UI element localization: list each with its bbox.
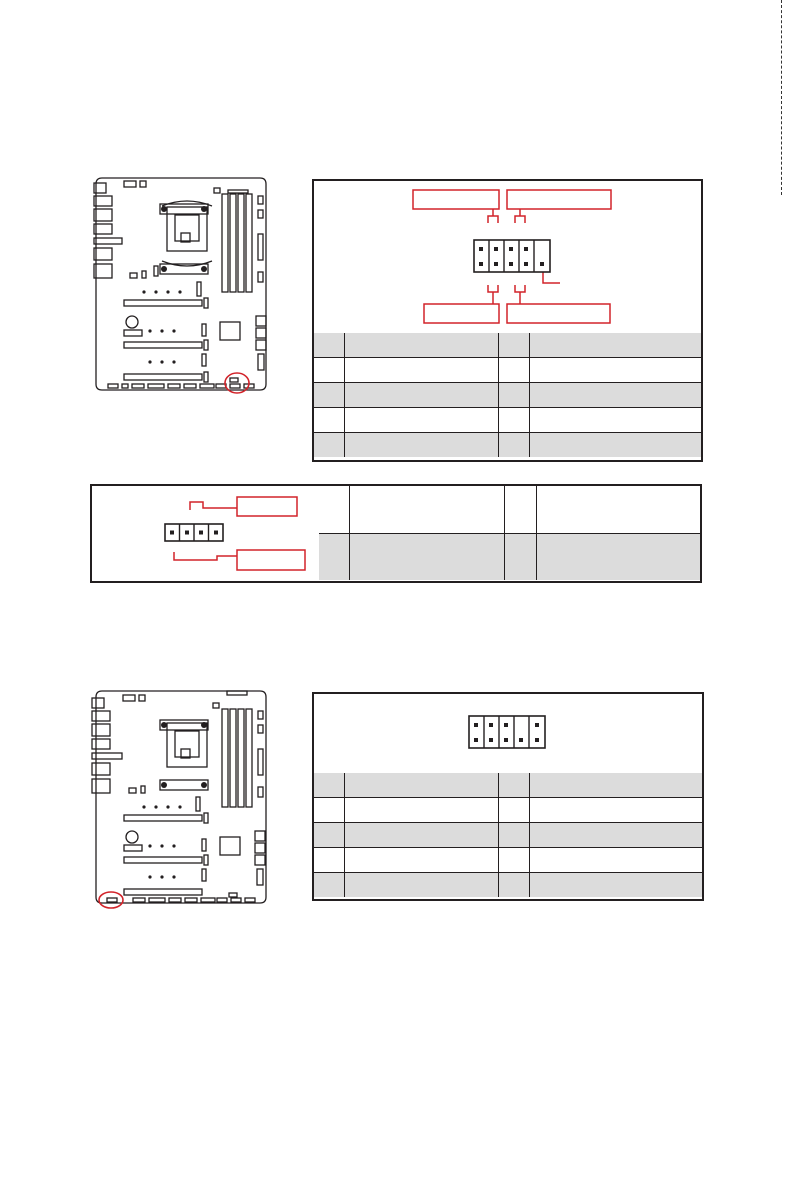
- signal-name: [344, 408, 498, 433]
- table-row: [314, 773, 702, 798]
- signal-name: [529, 848, 702, 873]
- pin-number: [498, 773, 529, 798]
- signal-name: [536, 486, 700, 534]
- table-row: [314, 333, 701, 358]
- table-row: [319, 486, 700, 534]
- signal-name: [529, 358, 701, 383]
- pin-number: [314, 848, 344, 873]
- table-row: [314, 798, 702, 823]
- signal-name: [344, 873, 498, 898]
- pin-number: [504, 486, 536, 534]
- pin-number: [319, 534, 349, 581]
- signal-name: [529, 798, 702, 823]
- signal-name: [344, 773, 498, 798]
- table-row: [314, 383, 701, 408]
- signal-name: [349, 486, 504, 534]
- pin-definition-table-2: [314, 773, 702, 897]
- fold-line: [781, 0, 782, 195]
- callout-box-lower: [237, 550, 305, 570]
- pin-number: [498, 798, 529, 823]
- signal-name: [344, 848, 498, 873]
- table-row: [314, 848, 702, 873]
- pin-number: [314, 798, 344, 823]
- signal-name: [344, 383, 498, 408]
- sub-pin-definition-table: [319, 486, 700, 580]
- pin-header-diagram-2: [314, 694, 702, 770]
- pin-definition-table: [314, 333, 701, 457]
- pin-number: [498, 358, 529, 383]
- pin-header-diagram: [314, 181, 701, 331]
- signal-name: [529, 408, 701, 433]
- pin-number: [314, 823, 344, 848]
- callout-box-upper: [237, 497, 297, 516]
- signal-name: [349, 534, 504, 581]
- header-panel-2: [312, 692, 704, 901]
- table-row: [314, 873, 702, 898]
- signal-name: [344, 823, 498, 848]
- callout-box-top-left: [413, 190, 499, 209]
- pin-number: [314, 358, 344, 383]
- pin-number: [314, 773, 344, 798]
- pin-number: [314, 433, 344, 458]
- signal-name: [344, 433, 498, 458]
- table-row: [314, 433, 701, 458]
- pin-number: [314, 383, 344, 408]
- usb-header-panel: [312, 179, 703, 462]
- signal-name: [529, 823, 702, 848]
- pin-number: [314, 873, 344, 898]
- pin-number: [498, 433, 529, 458]
- pin-number: [314, 408, 344, 433]
- signal-name: [529, 433, 701, 458]
- signal-name: [529, 873, 702, 898]
- signal-name: [344, 333, 498, 358]
- signal-name: [529, 773, 702, 798]
- callout-box-bottom-left: [424, 304, 499, 323]
- motherboard-diagram-top: [92, 176, 272, 396]
- connector-highlight-circle: [99, 892, 123, 908]
- table-row: [314, 358, 701, 383]
- pin-number: [498, 873, 529, 898]
- signal-name: [344, 358, 498, 383]
- pin-number: [504, 534, 536, 581]
- signal-name: [529, 333, 701, 358]
- table-row: [319, 534, 700, 581]
- pin-number: [319, 486, 349, 534]
- signal-name: [344, 798, 498, 823]
- pin-number: [498, 823, 529, 848]
- signal-name: [529, 383, 701, 408]
- four-pin-header-diagram: [92, 486, 320, 581]
- pin-number: [498, 383, 529, 408]
- pin-number: [498, 848, 529, 873]
- pin-number: [498, 333, 529, 358]
- table-row: [314, 823, 702, 848]
- callout-box-bottom-right: [507, 304, 610, 323]
- pin-number: [498, 408, 529, 433]
- signal-name: [536, 534, 700, 581]
- sub-header-panel: [90, 484, 702, 583]
- table-row: [314, 408, 701, 433]
- motherboard-diagram-bottom: [89, 689, 269, 909]
- callout-box-top-right: [507, 190, 611, 209]
- pin-number: [314, 333, 344, 358]
